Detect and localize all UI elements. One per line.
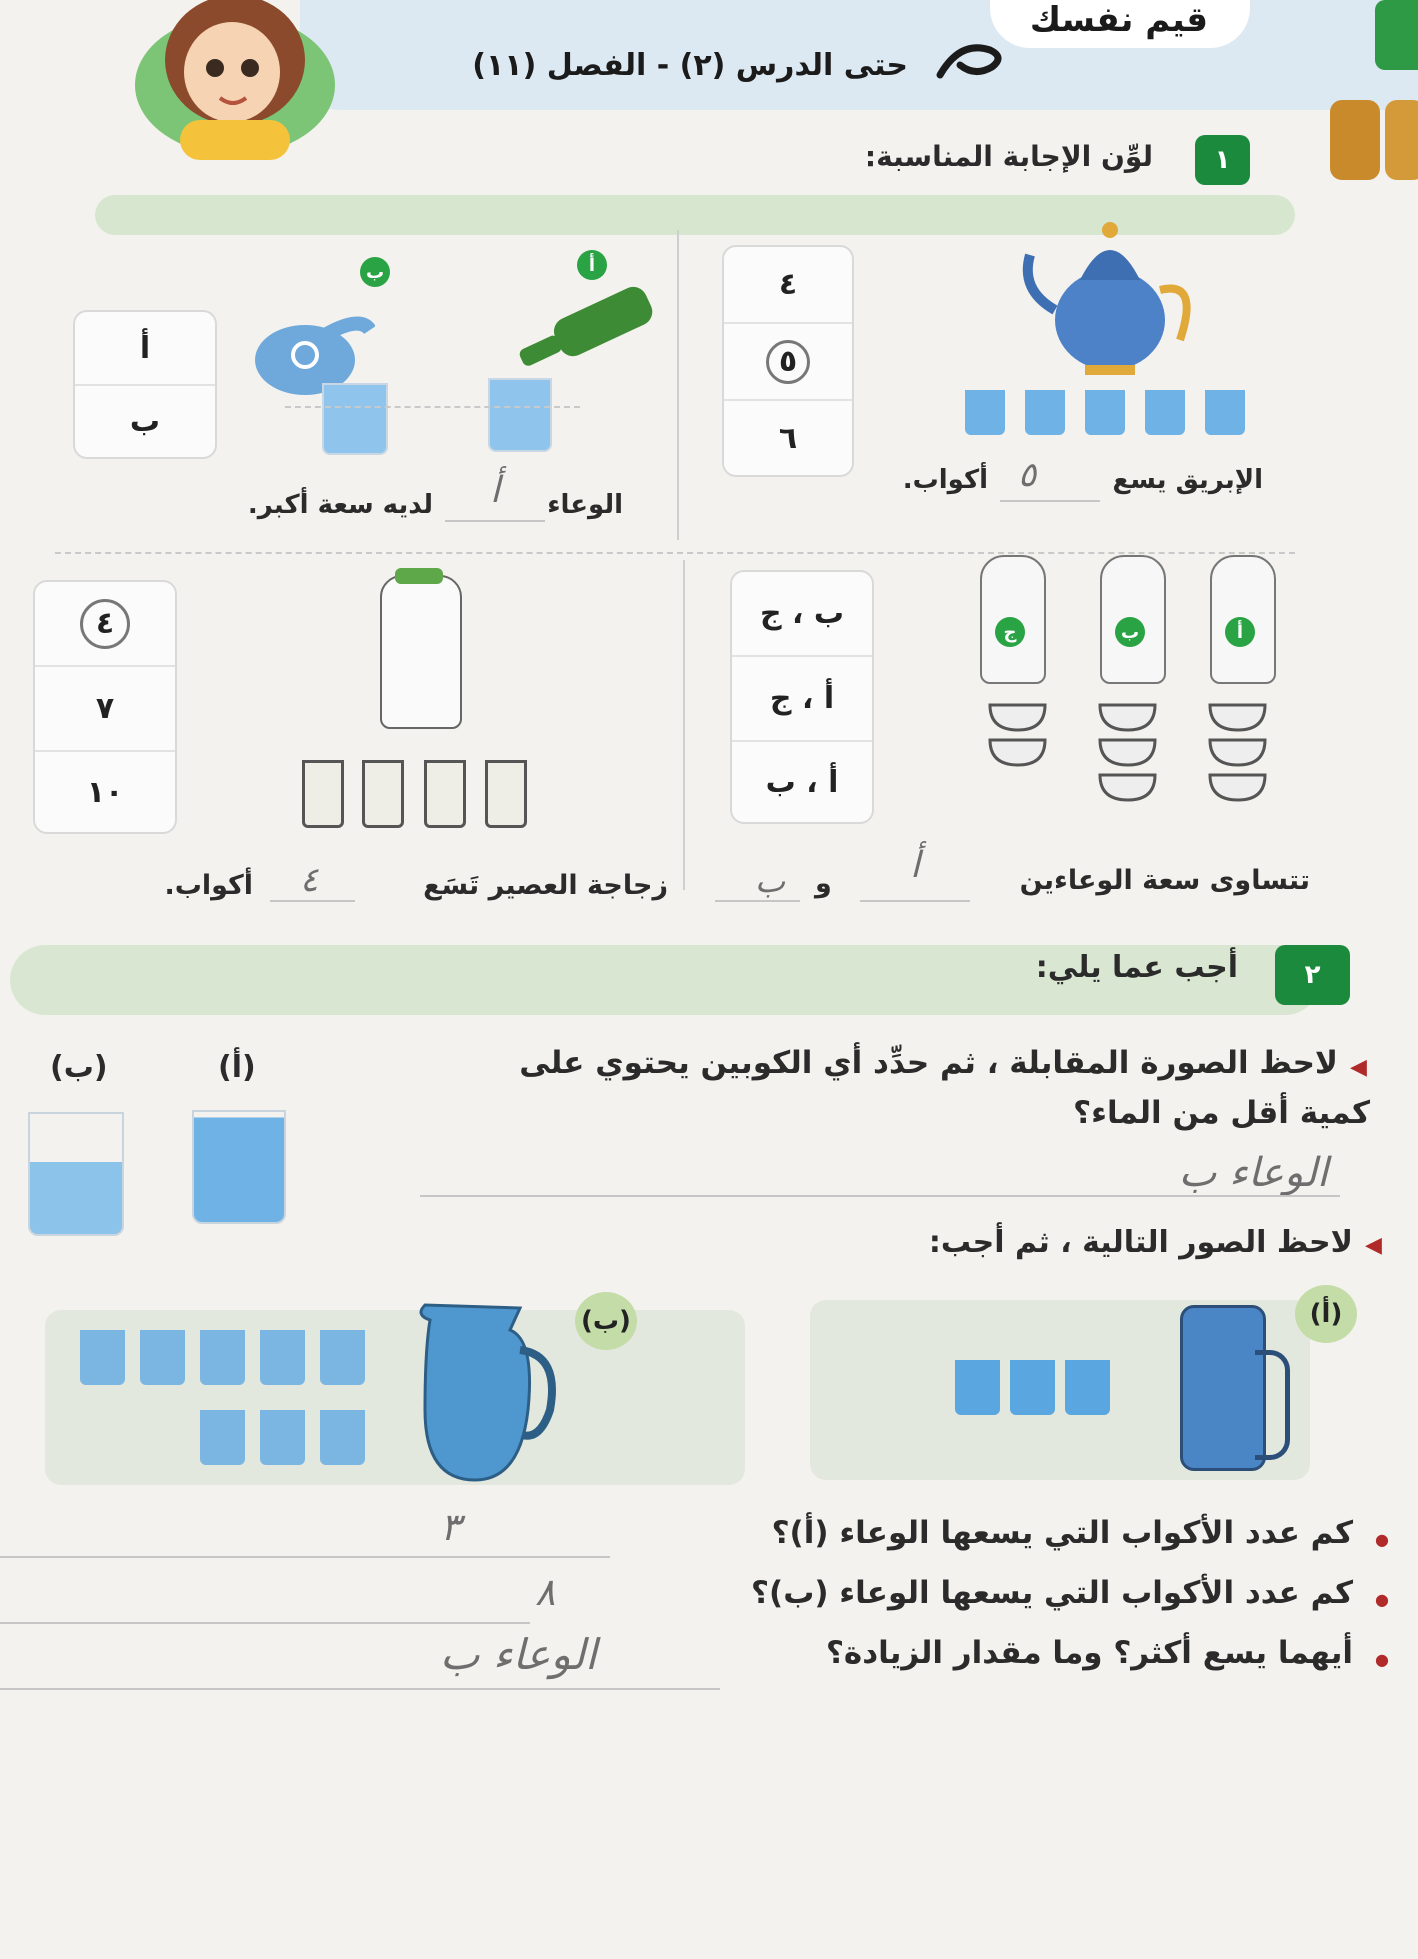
question-number-badge: ٢: [1275, 945, 1350, 1005]
bullet-dot: ●: [1375, 1650, 1389, 1669]
juice-bottle-illustration: [380, 575, 462, 729]
bottle-label-c: ج: [995, 617, 1025, 647]
panel-a-cups: [955, 1360, 1125, 1420]
option-cell[interactable]: ٤: [778, 267, 798, 302]
p4-handwritten-answer: ٤: [300, 860, 319, 900]
pitcher-illustration: [410, 1300, 560, 1490]
p4-cups: [302, 760, 532, 830]
cup-icon: [302, 760, 344, 828]
flask-handle: [1255, 1350, 1290, 1460]
p4-sentence-start: زجاجة العصير تَسَع: [423, 870, 668, 901]
p1-sentence-end: أكواب.: [902, 465, 988, 495]
cup-icon: [1205, 390, 1245, 435]
cup-icon-b: [322, 383, 388, 455]
cup-icon-a: [488, 378, 552, 452]
divider-vertical-2: [683, 560, 685, 890]
water-level-line: [285, 406, 580, 408]
q2-part1-text-line1: لاحظ الصورة المقابلة ، ثم حدِّد أي الكوبين يحتوي على: [519, 1045, 1338, 1081]
option-cell[interactable]: ب ، ج: [759, 596, 845, 631]
option-cell[interactable]: ٧: [95, 691, 115, 726]
q2-part2-question-1: كم عدد الأكواب التي يسعها الوعاء (أ)؟: [771, 1515, 1353, 1551]
glass-cup-b: [28, 1112, 124, 1236]
jar-decoration: [1330, 100, 1380, 180]
cup-icon: [1025, 390, 1065, 435]
answer-line: [420, 1195, 1340, 1197]
option-cell[interactable]: ب: [129, 404, 161, 439]
q2-part2-question-3: أيهما يسع أكثر؟ وما مقدار الزيادة؟: [825, 1635, 1353, 1671]
bullet-dot: ●: [1375, 1590, 1389, 1609]
header-title-main: قيم نفسك: [1029, 0, 1208, 40]
cup-icon: [260, 1330, 305, 1385]
panel-label-b: (ب): [575, 1292, 637, 1350]
answer-line: [0, 1556, 610, 1558]
cup-icon: [200, 1330, 245, 1385]
panel-b-cups: [80, 1330, 380, 1480]
cup-icon: [1085, 390, 1125, 435]
q2-part2-handwritten-1: ٣: [440, 1505, 461, 1549]
cup-icon: [260, 1410, 305, 1465]
p3-handwritten-answer-1: أ: [910, 845, 921, 886]
answer-blank: [445, 520, 545, 522]
bullet-dot: ●: [1375, 1530, 1389, 1549]
p3-bottles: [980, 555, 1280, 685]
answer-line: [0, 1688, 720, 1690]
option-cell-selected[interactable]: ٥: [724, 324, 852, 399]
bottle-cap: [395, 568, 443, 584]
paperclip-icon: [930, 35, 1010, 95]
cup-icon: [362, 760, 404, 828]
p1-sentence-start: الإبريق يسع: [1112, 465, 1263, 495]
p3-conjunction: و: [815, 868, 832, 899]
divider-horizontal: [55, 552, 1295, 554]
question-number-badge: ١: [1195, 135, 1250, 185]
answer-blank: [715, 900, 800, 902]
p3-options-box: [730, 570, 874, 824]
teacups-illustration: [985, 700, 1280, 830]
option-cell-selected[interactable]: ٤: [35, 582, 175, 665]
cup-icon: [200, 1410, 245, 1465]
p3-handwritten-answer-2: ب: [755, 862, 786, 900]
q2-part2-handwritten-2: ٨: [535, 1570, 556, 1614]
option-cell[interactable]: أ ، ب: [765, 764, 839, 800]
cup-icon: [1065, 1360, 1110, 1415]
answer-blank: [1000, 500, 1100, 502]
p3-sentence-start: تتساوى سعة الوعاءين: [1019, 865, 1310, 896]
answer-line: [0, 1622, 530, 1624]
q1-instruction: لوِّن الإجابة المناسبة:: [864, 140, 1153, 173]
cup-icon: [140, 1330, 185, 1385]
option-cell[interactable]: أ ، ج: [769, 681, 835, 716]
answer-blank: [860, 900, 970, 902]
q2-part2-handwritten-3: الوعاء ب: [440, 1630, 597, 1679]
p2-options-box: [73, 310, 217, 459]
p4-options-box: [33, 580, 177, 834]
cup-icon: [320, 1330, 365, 1385]
option-cell[interactable]: أ: [139, 330, 151, 366]
p2-sentence-end: لديه سعة أكبر.: [247, 490, 433, 520]
cup-icon: [955, 1360, 1000, 1415]
cup-icon: [1145, 390, 1185, 435]
p1-handwritten-answer: ٥: [1018, 455, 1037, 495]
bottle-label-b: ب: [1115, 617, 1145, 647]
green-bottle-illustration: [505, 285, 665, 375]
green-tab-decoration: [1375, 0, 1418, 70]
glass-cup-a: [192, 1110, 286, 1224]
p2-sentence-start: الوعاء: [547, 490, 623, 520]
q2-part2-question-2: كم عدد الأكواب التي يسعها الوعاء (ب)؟: [751, 1575, 1353, 1611]
panel-label-a: (أ): [1295, 1285, 1357, 1343]
header-title-sub: حتى الدرس (٢) - الفصل (١١): [472, 48, 908, 83]
cup-label-b: (ب): [50, 1050, 108, 1085]
thermos-flask-illustration: [1180, 1305, 1266, 1471]
q2-part1-text-line2: كمية أقل من الماء؟: [1073, 1095, 1370, 1131]
answer-blank: [270, 900, 355, 902]
option-label-b: ب: [360, 257, 390, 287]
jar-decoration-2: [1385, 100, 1418, 180]
option-cell[interactable]: ١٠: [86, 774, 124, 810]
teapot-cups: [965, 390, 1265, 440]
option-label-a: أ: [577, 250, 607, 280]
divider-vertical: [677, 230, 679, 540]
cup-icon: [1010, 1360, 1055, 1415]
p2-handwritten-answer: أ: [490, 470, 501, 511]
cup-icon: [965, 390, 1005, 435]
bullet-icon: ◀: [1350, 1055, 1367, 1080]
q2-instruction: أجب عما يلي:: [1035, 950, 1238, 985]
cup-icon: [320, 1410, 365, 1465]
bullet-icon: ◀: [1365, 1233, 1382, 1258]
teapot-illustration: [1010, 210, 1210, 380]
q2-part2-text: لاحظ الصور التالية ، ثم أجب:: [928, 1225, 1353, 1260]
option-cell[interactable]: ٦: [778, 420, 798, 456]
girl-avatar-illustration: [120, 0, 350, 160]
q2-part1-handwritten-answer: الوعاء ب: [1178, 1150, 1328, 1196]
bottle-label-a: أ: [1225, 617, 1255, 647]
p1-options-box: [722, 245, 854, 477]
p4-sentence-end: أكواب.: [164, 870, 253, 901]
cup-icon: [424, 760, 466, 828]
cup-icon: [80, 1330, 125, 1385]
cup-icon: [485, 760, 527, 828]
cup-label-a: (أ): [218, 1050, 256, 1085]
